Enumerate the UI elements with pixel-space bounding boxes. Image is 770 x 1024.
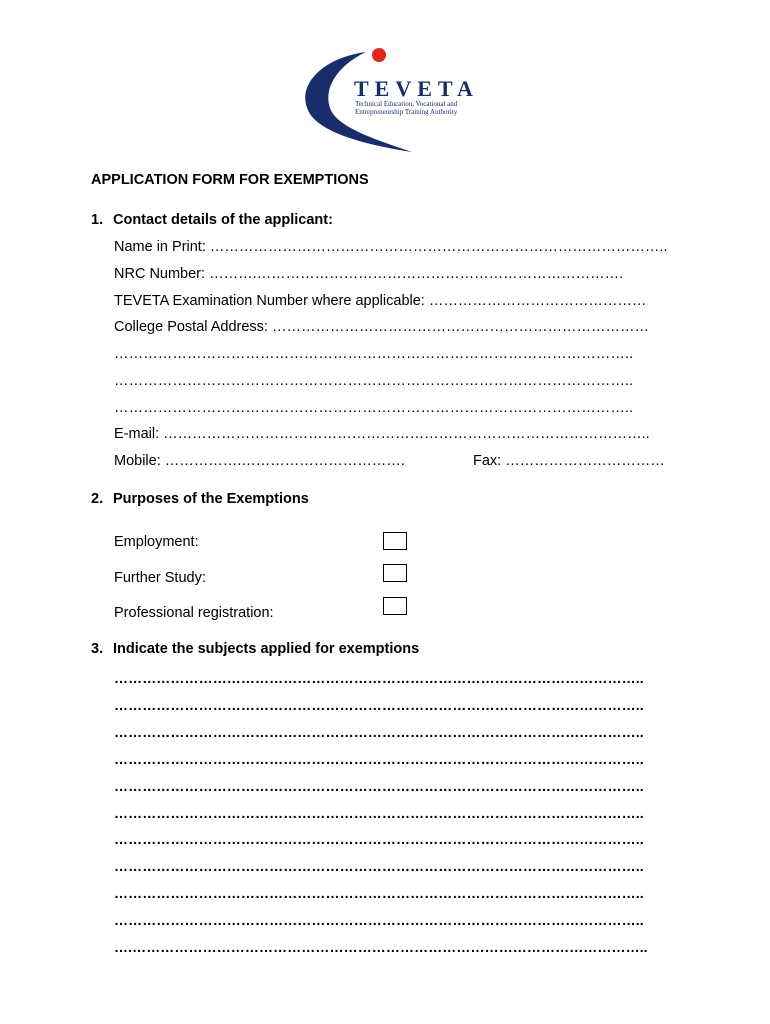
- mobile-label: Mobile:: [114, 453, 161, 469]
- exam-number-field[interactable]: [114, 293, 646, 309]
- nrc-label: NRC Number:: [114, 266, 206, 282]
- subject-line[interactable]: …………………………………………………………………………………………………..: [114, 778, 644, 794]
- name-dots[interactable]: …………………………………………………………………………………..: [209, 239, 668, 255]
- address-label: College Postal Address:: [114, 319, 268, 335]
- section1-number: 1.: [91, 212, 104, 228]
- subject-line[interactable]: …………………………………………………………………………………………………..: [114, 724, 644, 740]
- logo-wordmark: TEVETA: [354, 76, 479, 101]
- email-dots[interactable]: ………………………………………………………………………………………..: [163, 426, 650, 442]
- teveta-logo: [300, 44, 500, 156]
- mobile-dots[interactable]: …………….…………………………….: [164, 453, 405, 469]
- subject-line[interactable]: …………………………………………………………………………………………………..: [114, 912, 644, 928]
- mobile-field[interactable]: [114, 453, 405, 469]
- address-line-2[interactable]: ……………………………………………………………………………………………..: [114, 346, 634, 362]
- section2-number: 2.: [91, 491, 104, 507]
- fax-field[interactable]: [473, 453, 665, 469]
- exam-label: TEVETA Examination Number where applicable:: [114, 293, 425, 309]
- subject-line[interactable]: …………………………………………………………………………………………………..: [114, 831, 644, 847]
- subject-line[interactable]: …………………………………………………………………………………………………..: [114, 697, 644, 713]
- subject-line[interactable]: …………………………………………………………………………………………………..: [114, 670, 644, 686]
- address-line-4[interactable]: ……………………………………………………………………………………………..: [114, 400, 634, 416]
- section2-heading: [91, 491, 309, 507]
- section1-title: Contact details of the applicant:: [113, 212, 333, 228]
- purpose-professional-registration-checkbox[interactable]: [383, 597, 407, 615]
- subject-line[interactable]: …………………………………………………………………………………………………..: [114, 885, 644, 901]
- purpose-further-study-label: Further Study:: [114, 570, 206, 586]
- logo-tagline-1: Technical Education, Vocational and: [355, 100, 458, 108]
- nrc-number-field[interactable]: [114, 266, 623, 282]
- address-line-3[interactable]: ……………………………………………………………………………………………..: [114, 373, 634, 389]
- name-label: Name in Print:: [114, 239, 206, 255]
- section2-title: Purposes of the Exemptions: [113, 491, 309, 507]
- postal-address-field[interactable]: [114, 319, 649, 335]
- section1-heading: [91, 212, 333, 228]
- section3-number: 3.: [91, 641, 104, 657]
- subject-line[interactable]: …………………………………………………………………………………………………..: [114, 805, 644, 821]
- subject-line[interactable]: ….………………………………………………………………………………………………..: [114, 939, 648, 955]
- form-title: APPLICATION FORM FOR EXEMPTIONS: [91, 172, 369, 188]
- subject-line[interactable]: …………………………………………………………………………………………………..: [114, 751, 644, 767]
- exam-dots[interactable]: ………………………………………: [428, 293, 647, 309]
- logo-tagline-2: Entrepreneurship Training Authority: [355, 108, 458, 116]
- purpose-professional-registration-label: Professional registration:: [114, 605, 274, 621]
- purpose-employment-label: Employment:: [114, 534, 199, 550]
- address-dots[interactable]: ……………………………………………………………………: [271, 319, 649, 335]
- fax-label: Fax:: [473, 453, 502, 469]
- name-in-print-field[interactable]: [114, 239, 667, 255]
- subject-line[interactable]: …………………………………………………………………………………………………..: [114, 858, 644, 874]
- email-field[interactable]: [114, 426, 650, 442]
- purpose-further-study-checkbox[interactable]: [383, 564, 407, 582]
- email-label: E-mail:: [114, 426, 160, 442]
- fax-dots[interactable]: ……………………………: [505, 453, 665, 469]
- section3-heading: [91, 641, 419, 657]
- section3-title: Indicate the subjects applied for exemptions: [113, 641, 420, 657]
- nrc-dots[interactable]: ……….………………………………………………………………….: [209, 266, 624, 282]
- purpose-employment-checkbox[interactable]: [383, 532, 407, 550]
